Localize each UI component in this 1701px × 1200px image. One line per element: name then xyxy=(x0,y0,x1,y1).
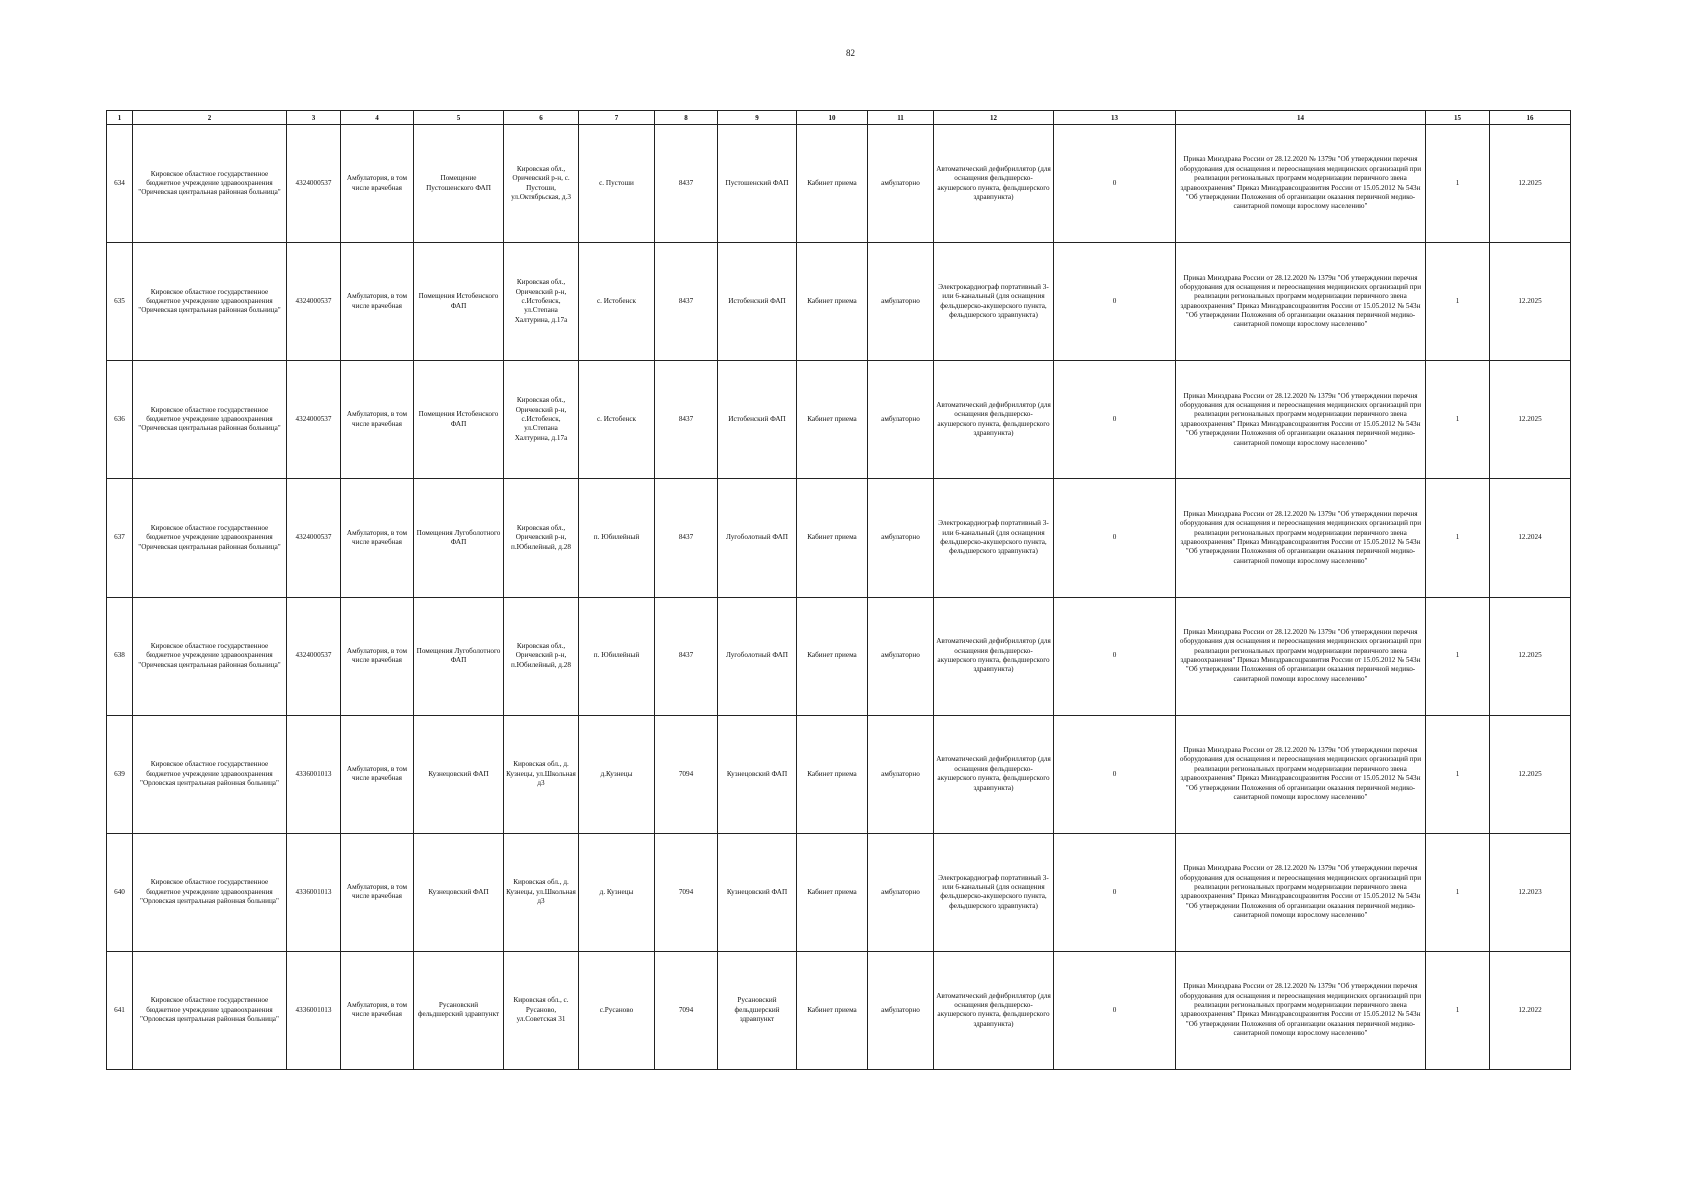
table-row xyxy=(107,479,1571,597)
row-number-cell: 634 xyxy=(107,125,133,243)
existing-quantity-cell: 0 xyxy=(1054,479,1176,597)
address-cell: Кировская обл., Оричевский р-н, с.Истобенск, ул.Степана Халтурина, д.17а xyxy=(504,361,579,479)
existing-quantity-cell: 0 xyxy=(1054,597,1176,715)
column-number-4: 4 xyxy=(341,111,414,125)
existing-quantity-cell: 0 xyxy=(1054,243,1176,361)
row-number-cell: 636 xyxy=(107,361,133,479)
organization-inn-cell: 4336001013 xyxy=(287,715,341,833)
delivery-date-cell: 12.2025 xyxy=(1490,715,1571,833)
unit-name-cell: Кузнецовский ФАП xyxy=(718,833,797,951)
facility-type-cell: Амбулатория, в том числе врачебная xyxy=(341,715,414,833)
organization-name-cell: Кировское областное государственное бюджетное учреждение здравоохранения "Оричевская центральная районная больница" xyxy=(133,125,287,243)
required-quantity-cell: 1 xyxy=(1426,125,1490,243)
unit-name-cell: Лугоболотный ФАП xyxy=(718,597,797,715)
row-number-cell: 639 xyxy=(107,715,133,833)
locality-code-cell: 8437 xyxy=(655,361,718,479)
address-cell: Кировская обл., Оричевский р-н, п.Юбилейный, д.28 xyxy=(504,479,579,597)
column-number-11: 11 xyxy=(868,111,934,125)
premises-name-cell: Помещения Лугоболотного ФАП xyxy=(414,479,504,597)
equipment-name-cell: Автоматический дефибриллятор (для оснащения фельдшерско-акушерского пункта, фельдшерского здравпункта) xyxy=(934,951,1054,1069)
table-header xyxy=(107,111,1571,125)
row-number-cell: 637 xyxy=(107,479,133,597)
care-form-cell: амбулаторно xyxy=(868,243,934,361)
facility-type-cell: Амбулатория, в том числе врачебная xyxy=(341,479,414,597)
delivery-date-cell: 12.2025 xyxy=(1490,243,1571,361)
care-form-cell: амбулаторно xyxy=(868,125,934,243)
locality-code-cell: 7094 xyxy=(655,715,718,833)
premises-name-cell: Помещение Пустошенского ФАП xyxy=(414,125,504,243)
locality-cell: п. Юбилейный xyxy=(579,479,655,597)
facility-type-cell: Амбулатория, в том числе врачебная xyxy=(341,833,414,951)
organization-inn-cell: 4324000537 xyxy=(287,597,341,715)
address-cell: Кировская обл., Оричевский р-н, с. Пустоши, ул.Октябрьская, д.3 xyxy=(504,125,579,243)
organization-inn-cell: 4324000537 xyxy=(287,125,341,243)
column-number-2: 2 xyxy=(133,111,287,125)
column-number-16: 16 xyxy=(1490,111,1571,125)
unit-name-cell: Истобенский ФАП xyxy=(718,243,797,361)
equipment-name-cell: Автоматический дефибриллятор (для оснащения фельдшерско-акушерского пункта, фельдшерского здравпункта) xyxy=(934,361,1054,479)
room-name-cell: Кабинет приема xyxy=(797,715,868,833)
equipment-name-cell: Электрокардиограф портативный 3- или 6-канальный (для оснащения фельдшерско-акушерского пункта, фельдшерского здравпункта) xyxy=(934,479,1054,597)
room-name-cell: Кабинет приема xyxy=(797,479,868,597)
room-name-cell: Кабинет приема xyxy=(797,243,868,361)
required-quantity-cell: 1 xyxy=(1426,715,1490,833)
legal-basis-cell: Приказ Минздрава России от 28.12.2020 № 1379н "Об утверждении перечня оборудования для оснащения и переоснащения медицинских организаций при реализации региональных программ модернизации первичного звена здравоохранения" Приказ Минздравсоцразвития России от 15.05.2012 № 543н "Об утверждении Положения об организации оказания первичной медико-санитарной помощи взрослому населению" xyxy=(1176,479,1426,597)
address-cell: Кировская обл., Оричевский р-н, с.Истобенск, ул.Степана Халтурина, д.17а xyxy=(504,243,579,361)
locality-cell: д. Кузнецы xyxy=(579,833,655,951)
column-number-12: 12 xyxy=(934,111,1054,125)
legal-basis-cell: Приказ Минздрава России от 28.12.2020 № 1379н "Об утверждении перечня оборудования для оснащения и переоснащения медицинских организаций при реализации региональных программ модернизации первичного звена здравоохранения" Приказ Минздравсоцразвития России от 15.05.2012 № 543н "Об утверждении Положения об организации оказания первичной медико-санитарной помощи взрослому населению" xyxy=(1176,361,1426,479)
equipment-name-cell: Автоматический дефибриллятор (для оснащения фельдшерско-акушерского пункта, фельдшерского здравпункта) xyxy=(934,597,1054,715)
care-form-cell: амбулаторно xyxy=(868,951,934,1069)
address-cell: Кировская обл., с. Русаново, ул.Советская 31 xyxy=(504,951,579,1069)
legal-basis-cell: Приказ Минздрава России от 28.12.2020 № 1379н "Об утверждении перечня оборудования для оснащения и переоснащения медицинских организаций при реализации региональных программ модернизации первичного звена здравоохранения" Приказ Минздравсоцразвития России от 15.05.2012 № 543н "Об утверждении Положения об организации оказания первичной медико-санитарной помощи взрослому населению" xyxy=(1176,833,1426,951)
row-number-cell: 635 xyxy=(107,243,133,361)
page-number: 82 xyxy=(846,48,855,58)
equipment-name-cell: Автоматический дефибриллятор (для оснащения фельдшерско-акушерского пункта, фельдшерского здравпункта) xyxy=(934,715,1054,833)
unit-name-cell: Лугоболотный ФАП xyxy=(718,479,797,597)
delivery-date-cell: 12.2023 xyxy=(1490,833,1571,951)
column-number-3: 3 xyxy=(287,111,341,125)
locality-code-cell: 8437 xyxy=(655,479,718,597)
premises-name-cell: Помещения Лугоболотного ФАП xyxy=(414,597,504,715)
room-name-cell: Кабинет приема xyxy=(797,833,868,951)
column-number-13: 13 xyxy=(1054,111,1176,125)
room-name-cell: Кабинет приема xyxy=(797,361,868,479)
facility-type-cell: Амбулатория, в том числе врачебная xyxy=(341,125,414,243)
row-number-cell: 640 xyxy=(107,833,133,951)
organization-inn-cell: 4324000537 xyxy=(287,479,341,597)
delivery-date-cell: 12.2025 xyxy=(1490,125,1571,243)
locality-code-cell: 8437 xyxy=(655,243,718,361)
unit-name-cell: Кузнецовский ФАП xyxy=(718,715,797,833)
facility-type-cell: Амбулатория, в том числе врачебная xyxy=(341,951,414,1069)
table-row xyxy=(107,243,1571,361)
care-form-cell: амбулаторно xyxy=(868,715,934,833)
table-row xyxy=(107,597,1571,715)
legal-basis-cell: Приказ Минздрава России от 28.12.2020 № 1379н "Об утверждении перечня оборудования для оснащения и переоснащения медицинских организаций при реализации региональных программ модернизации первичного звена здравоохранения" Приказ Минздравсоцразвития России от 15.05.2012 № 543н "Об утверждении Положения об организации оказания первичной медико-санитарной помощи взрослому населению" xyxy=(1176,715,1426,833)
care-form-cell: амбулаторно xyxy=(868,361,934,479)
delivery-date-cell: 12.2025 xyxy=(1490,597,1571,715)
required-quantity-cell: 1 xyxy=(1426,951,1490,1069)
row-number-cell: 641 xyxy=(107,951,133,1069)
equipment-name-cell: Автоматический дефибриллятор (для оснащения фельдшерско-акушерского пункта, фельдшерского здравпункта) xyxy=(934,125,1054,243)
column-number-5: 5 xyxy=(414,111,504,125)
facility-type-cell: Амбулатория, в том числе врачебная xyxy=(341,361,414,479)
room-name-cell: Кабинет приема xyxy=(797,951,868,1069)
organization-inn-cell: 4336001013 xyxy=(287,833,341,951)
column-number-6: 6 xyxy=(504,111,579,125)
organization-name-cell: Кировское областное государственное бюджетное учреждение здравоохранения "Оричевская центральная районная больница" xyxy=(133,479,287,597)
delivery-date-cell: 12.2024 xyxy=(1490,479,1571,597)
premises-name-cell: Кузнецовский ФАП xyxy=(414,833,504,951)
care-form-cell: амбулаторно xyxy=(868,597,934,715)
locality-code-cell: 7094 xyxy=(655,833,718,951)
locality-code-cell: 8437 xyxy=(655,125,718,243)
legal-basis-cell: Приказ Минздрава России от 28.12.2020 № 1379н "Об утверждении перечня оборудования для оснащения и переоснащения медицинских организаций при реализации региональных программ модернизации первичного звена здравоохранения" Приказ Минздравсоцразвития России от 15.05.2012 № 543н "Об утверждении Положения об организации оказания первичной медико-санитарной помощи взрослому населению" xyxy=(1176,951,1426,1069)
organization-inn-cell: 4324000537 xyxy=(287,243,341,361)
required-quantity-cell: 1 xyxy=(1426,479,1490,597)
locality-cell: с. Истобенск xyxy=(579,361,655,479)
required-quantity-cell: 1 xyxy=(1426,597,1490,715)
equipment-name-cell: Электрокардиограф портативный 3- или 6-канальный (для оснащения фельдшерско-акушерского пункта, фельдшерского здравпункта) xyxy=(934,833,1054,951)
delivery-date-cell: 12.2022 xyxy=(1490,951,1571,1069)
organization-inn-cell: 4324000537 xyxy=(287,361,341,479)
locality-code-cell: 7094 xyxy=(655,951,718,1069)
column-number-15: 15 xyxy=(1426,111,1490,125)
column-number-9: 9 xyxy=(718,111,797,125)
required-quantity-cell: 1 xyxy=(1426,833,1490,951)
locality-cell: п. Юбилейный xyxy=(579,597,655,715)
address-cell: Кировская обл., Оричевский р-н, п.Юбилейный, д.28 xyxy=(504,597,579,715)
column-number-8: 8 xyxy=(655,111,718,125)
required-quantity-cell: 1 xyxy=(1426,361,1490,479)
unit-name-cell: Пустошенский ФАП xyxy=(718,125,797,243)
organization-name-cell: Кировское областное государственное бюджетное учреждение здравоохранения "Оричевская центральная районная больница" xyxy=(133,597,287,715)
existing-quantity-cell: 0 xyxy=(1054,833,1176,951)
locality-cell: с.Русаново xyxy=(579,951,655,1069)
organization-name-cell: Кировское областное государственное бюджетное учреждение здравоохранения "Оричевская центральная районная больница" xyxy=(133,361,287,479)
organization-name-cell: Кировское областное государственное бюджетное учреждение здравоохранения "Орловская центральная районная больница" xyxy=(133,715,287,833)
existing-quantity-cell: 0 xyxy=(1054,951,1176,1069)
table-row xyxy=(107,951,1571,1069)
table-row xyxy=(107,361,1571,479)
room-name-cell: Кабинет приема xyxy=(797,125,868,243)
legal-basis-cell: Приказ Минздрава России от 28.12.2020 № 1379н "Об утверждении перечня оборудования для оснащения и переоснащения медицинских организаций при реализации региональных программ модернизации первичного звена здравоохранения" Приказ Минздравсоцразвития России от 15.05.2012 № 543н "Об утверждении Положения об организации оказания первичной медико-санитарной помощи взрослому населению" xyxy=(1176,243,1426,361)
organization-name-cell: Кировское областное государственное бюджетное учреждение здравоохранения "Орловская центральная районная больница" xyxy=(133,833,287,951)
existing-quantity-cell: 0 xyxy=(1054,361,1176,479)
column-number-row xyxy=(107,111,1571,125)
table-body xyxy=(107,125,1571,1070)
premises-name-cell: Кузнецовский ФАП xyxy=(414,715,504,833)
locality-cell: с. Истобенск xyxy=(579,243,655,361)
row-number-cell: 638 xyxy=(107,597,133,715)
column-number-7: 7 xyxy=(579,111,655,125)
premises-name-cell: Помещения Истобенского ФАП xyxy=(414,243,504,361)
organization-inn-cell: 4336001013 xyxy=(287,951,341,1069)
table-row xyxy=(107,125,1571,243)
column-number-10: 10 xyxy=(797,111,868,125)
table-row xyxy=(107,715,1571,833)
locality-cell: с. Пустоши xyxy=(579,125,655,243)
equipment-name-cell: Электрокардиограф портативный 3- или 6-канальный (для оснащения фельдшерско-акушерского пункта, фельдшерского здравпункта) xyxy=(934,243,1054,361)
facility-type-cell: Амбулатория, в том числе врачебная xyxy=(341,243,414,361)
locality-code-cell: 8437 xyxy=(655,597,718,715)
address-cell: Кировская обл., д. Кузнецы, ул.Школьная д3 xyxy=(504,833,579,951)
care-form-cell: амбулаторно xyxy=(868,479,934,597)
room-name-cell: Кабинет приема xyxy=(797,597,868,715)
address-cell: Кировская обл., д. Кузнецы, ул.Школьная д3 xyxy=(504,715,579,833)
table-row xyxy=(107,833,1571,951)
legal-basis-cell: Приказ Минздрава России от 28.12.2020 № 1379н "Об утверждении перечня оборудования для оснащения и переоснащения медицинских организаций при реализации региональных программ модернизации первичного звена здравоохранения" Приказ Минздравсоцразвития России от 15.05.2012 № 543н "Об утверждении Положения об организации оказания первичной медико-санитарной помощи взрослому населению" xyxy=(1176,125,1426,243)
unit-name-cell: Истобенский ФАП xyxy=(718,361,797,479)
legal-basis-cell: Приказ Минздрава России от 28.12.2020 № 1379н "Об утверждении перечня оборудования для оснащения и переоснащения медицинских организаций при реализации региональных программ модернизации первичного звена здравоохранения" Приказ Минздравсоцразвития России от 15.05.2012 № 543н "Об утверждении Положения об организации оказания первичной медико-санитарной помощи взрослому населению" xyxy=(1176,597,1426,715)
equipment-registry-table xyxy=(106,110,1571,1070)
required-quantity-cell: 1 xyxy=(1426,243,1490,361)
organization-name-cell: Кировское областное государственное бюджетное учреждение здравоохранения "Орловская центральная районная больница" xyxy=(133,951,287,1069)
premises-name-cell: Помещения Истобенского ФАП xyxy=(414,361,504,479)
unit-name-cell: Русановский фельдшерский здравпункт xyxy=(718,951,797,1069)
existing-quantity-cell: 0 xyxy=(1054,715,1176,833)
organization-name-cell: Кировское областное государственное бюджетное учреждение здравоохранения "Оричевская центральная районная больница" xyxy=(133,243,287,361)
care-form-cell: амбулаторно xyxy=(868,833,934,951)
locality-cell: д.Кузнецы xyxy=(579,715,655,833)
column-number-1: 1 xyxy=(107,111,133,125)
existing-quantity-cell: 0 xyxy=(1054,125,1176,243)
column-number-14: 14 xyxy=(1176,111,1426,125)
facility-type-cell: Амбулатория, в том числе врачебная xyxy=(341,597,414,715)
delivery-date-cell: 12.2025 xyxy=(1490,361,1571,479)
premises-name-cell: Русановский фельдшерский здравпункт xyxy=(414,951,504,1069)
